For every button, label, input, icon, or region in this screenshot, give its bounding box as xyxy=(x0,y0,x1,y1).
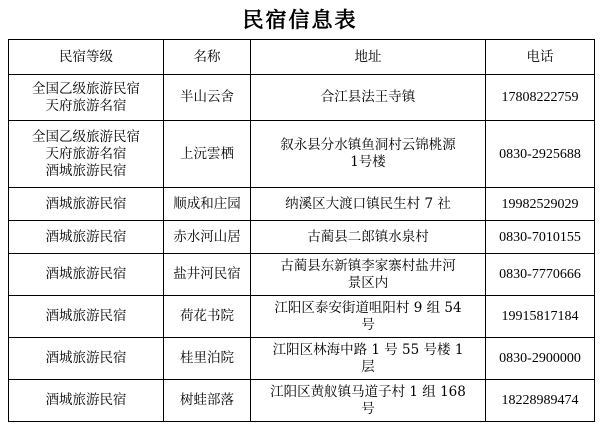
table-row xyxy=(9,221,595,254)
cell-address: 纳溪区大渡口镇民生村 7 社 xyxy=(251,188,486,221)
cell-phone: 0830-7010155 xyxy=(486,221,595,254)
cell-address: 古蔺县东新镇李家寨村盐井河 景区内 xyxy=(251,254,486,296)
cell-phone: 17808222759 xyxy=(486,75,595,121)
cell-phone: 19915817184 xyxy=(486,296,595,338)
cell-address: 江阳区黄舣镇马道子村 1 组 168 号 xyxy=(251,380,486,422)
cell-name: 荷花书院 xyxy=(164,296,251,338)
table-row xyxy=(9,188,595,221)
cell-phone: 0830-2900000 xyxy=(486,338,595,380)
table-header-row xyxy=(9,40,595,75)
cell-address: 江阳区林海中路 1 号 55 号楼 1 层 xyxy=(251,338,486,380)
cell-address: 叙永县分水镇鱼洞村云锦桃源 1号楼 xyxy=(251,121,486,188)
table-row xyxy=(9,338,595,380)
cell-phone: 18228989474 xyxy=(486,380,595,422)
cell-grade: 酒城旅游民宿 xyxy=(9,338,164,380)
guesthouse-table xyxy=(8,39,595,422)
table-row xyxy=(9,75,595,121)
cell-name: 树蛙部落 xyxy=(164,380,251,422)
cell-name: 盐井河民宿 xyxy=(164,254,251,296)
cell-name: 半山云舍 xyxy=(164,75,251,121)
cell-grade: 全国乙级旅游民宿 天府旅游名宿 xyxy=(9,75,164,121)
header-grade: 民宿等级 xyxy=(9,40,164,75)
cell-grade: 酒城旅游民宿 xyxy=(9,188,164,221)
page-title: 民宿信息表 xyxy=(242,8,358,32)
cell-address: 古蔺县二郎镇水泉村 xyxy=(251,221,486,254)
cell-name: 上沅雲栖 xyxy=(164,121,251,188)
table-row xyxy=(9,296,595,338)
cell-phone: 19982529029 xyxy=(486,188,595,221)
cell-grade: 酒城旅游民宿 xyxy=(9,380,164,422)
table-row xyxy=(9,121,595,188)
cell-grade: 酒城旅游民宿 xyxy=(9,221,164,254)
header-phone: 电话 xyxy=(486,40,595,75)
cell-address: 合江县法王寺镇 xyxy=(251,75,486,121)
cell-grade: 酒城旅游民宿 xyxy=(9,254,164,296)
cell-grade: 酒城旅游民宿 xyxy=(9,296,164,338)
cell-grade: 全国乙级旅游民宿 天府旅游名宿 酒城旅游民宿 xyxy=(9,121,164,188)
cell-name: 顺成和庄园 xyxy=(164,188,251,221)
cell-name: 桂里泊院 xyxy=(164,338,251,380)
header-address: 地址 xyxy=(251,40,486,75)
table-row xyxy=(9,254,595,296)
cell-phone: 0830-7770666 xyxy=(486,254,595,296)
cell-phone: 0830-2925688 xyxy=(486,121,595,188)
cell-address: 江阳区泰安街道咀阳村 9 组 54 号 xyxy=(251,296,486,338)
header-name: 名称 xyxy=(164,40,251,75)
table-row xyxy=(9,380,595,422)
cell-name: 赤水河山居 xyxy=(164,221,251,254)
